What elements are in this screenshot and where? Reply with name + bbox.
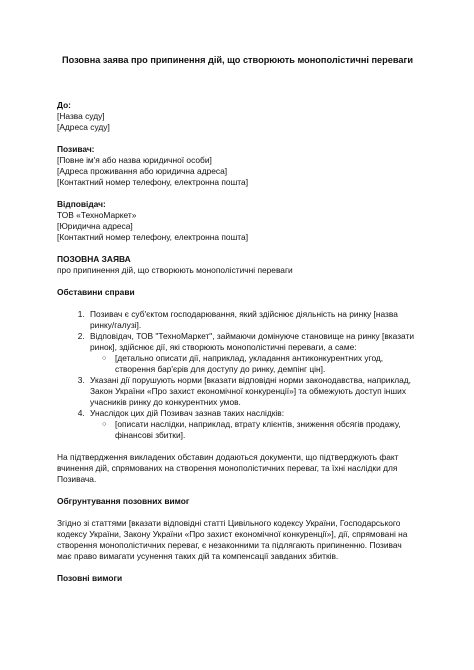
evidence-paragraph: На підтвердження викладених обставин додаються документи, що підтверджують факт вчинення дій, спрямованих на створення монополістичних переваг, та їхні наслідки для Позивача. <box>57 452 399 484</box>
plaintiff-block <box>57 144 418 188</box>
plaintiff-address: [Адреса проживання або юридична адреса] <box>57 166 228 176</box>
court-name: [Назва суду] <box>57 111 105 121</box>
demands-heading: Позовні вимоги <box>57 573 123 583</box>
list-item <box>87 331 418 375</box>
court-block <box>57 100 418 133</box>
plaintiff-heading: Позивач: <box>57 144 95 154</box>
sub-list-item: ○ [описати наслідки, наприклад, втрату клієнтів, зниження обсягів продажу, фінансові збитки]. <box>115 419 418 441</box>
claim-heading: ПОЗОВНА ЗАЯВА <box>57 254 131 264</box>
list-item-text: Унаслідок цих дій Позивач зазнав таких наслідків: <box>90 408 285 418</box>
defendant-address: [Юридична адреса] <box>57 221 133 231</box>
defendant-heading: Відповідач: <box>57 199 106 209</box>
court-address: [Адреса суду] <box>57 122 110 132</box>
circumstances-list <box>57 309 418 441</box>
grounds-heading: Обгрунтування позовних вимог <box>57 496 190 506</box>
defendant-block <box>57 199 418 243</box>
defendant-name: ТОВ «ТехноМаркет» <box>57 210 137 220</box>
list-item <box>87 375 418 408</box>
claim-subtitle: про припинення дій, що створюють монополістичні переваги <box>57 265 293 275</box>
document-title: Позовна заява про припинення дій, що створюють монополістичні переваги <box>62 55 413 65</box>
sub-list-item: ○ [детально описати дії, наприклад, укладання антиконкурентних угод, створення бар'єрів для доступу до ринку, демпінг цін]. <box>115 353 418 375</box>
plaintiff-contacts: [Контактний номер телефону, електронна пошта] <box>57 177 249 187</box>
list-item-text: Відповідач, ТОВ "ТехноМаркет", займаючи домінуюче становище на ринку [вказати ринок], здійснює дії, які створюють монополістичні переваги, а саме: <box>90 331 415 352</box>
grounds-paragraph: Згідно зі статтями [вказати відповідні статті Цивільного кодексу України, Господарського кодексу України, Закону України «Про захист економічної конкуренції»], дії, спрямовані на створення монополістичних переваг, є незаконними та підлягають припиненню. Позивач має право вимагати усунення таких дій та компенсації завданих збитків. <box>57 518 408 561</box>
list-item <box>87 309 418 331</box>
list-item-text: Указані дії порушують норми [вказати відповідні норми законодавства, наприклад, Закон України «Про захист економічної конкуренції»] та обмежують доступ інших учасників ринку до конкурентних умов. <box>90 375 411 407</box>
defendant-contacts: [Контактний номер телефону, електронна пошта] <box>57 232 249 242</box>
circumstances-heading: Обставини справи <box>57 287 135 297</box>
court-heading: До: <box>57 100 71 110</box>
list-item-text: Позивач є суб'єктом господарювання, який здійснює діяльність на ринку [назва ринку/галузі]. <box>90 309 398 330</box>
sub-list <box>90 353 418 375</box>
list-item <box>87 408 418 441</box>
plaintiff-name: [Повне ім'я або назва юридичної особи] <box>57 155 212 165</box>
sub-list <box>90 419 418 441</box>
